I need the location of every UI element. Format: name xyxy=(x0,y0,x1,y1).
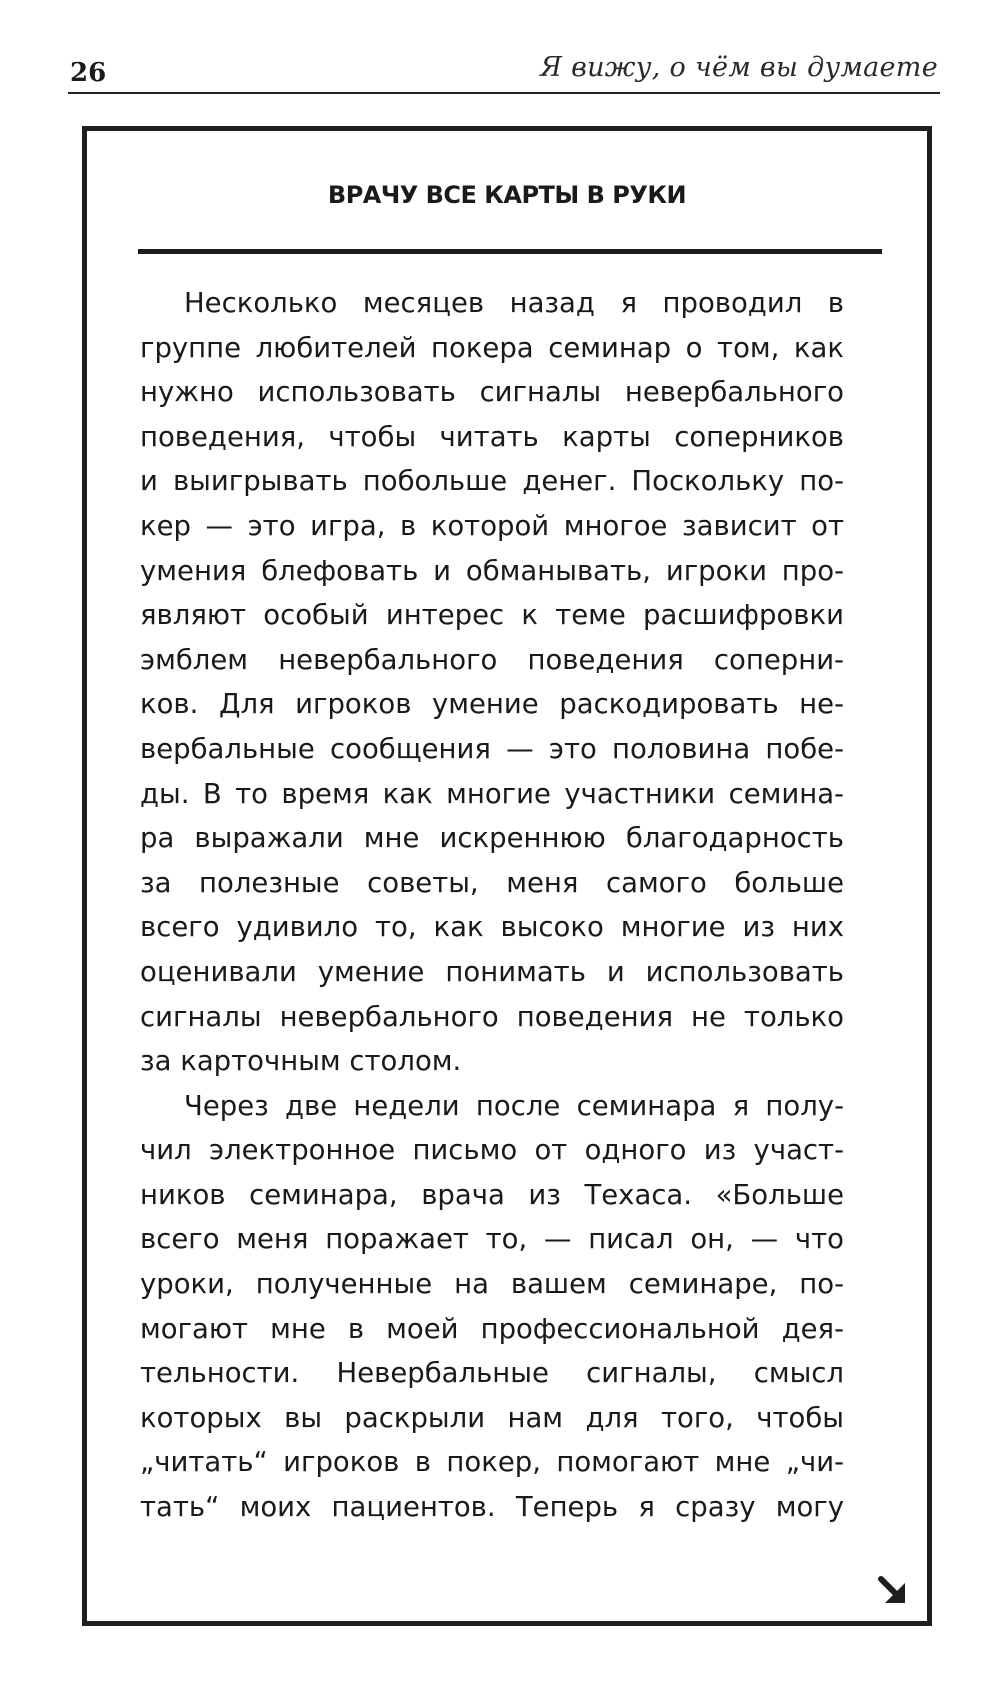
text-line: чил электронное письмо от одного из участ- xyxy=(140,1134,844,1167)
text-line: являют особый интерес к теме расшифровки xyxy=(140,599,844,632)
text-line: тать“ моих пациентов. Теперь я сразу могу xyxy=(140,1491,844,1524)
text-line: сигналы невербального поведения не только xyxy=(140,1000,844,1033)
text-line: Несколько месяцев назад я проводил в xyxy=(184,287,844,319)
text-line: „читать“ игроков в покер, помогают мне „чи- xyxy=(140,1446,844,1479)
text-line: ды. В то время как многие участники семина- xyxy=(140,777,844,810)
text-line: вербальные сообщения — это половина побе- xyxy=(140,732,844,765)
text-line: группе любителей покера семинар о том, как xyxy=(140,331,844,364)
section-title: ВРАЧУ ВСЕ КАРТЫ В РУКИ xyxy=(327,181,687,209)
text-line: которых вы раскрыли нам для того, чтобы xyxy=(140,1401,844,1434)
text-line: за карточным столом. xyxy=(140,1045,462,1078)
text-line: Через две недели после семинара я полу- xyxy=(184,1089,844,1122)
text-line: за полезные советы, меня самого больше xyxy=(140,866,844,899)
text-line: всего удивило то, как высоко многие из них xyxy=(140,911,844,944)
text-line: эмблем невербального поведения соперни- xyxy=(140,643,844,676)
page-header xyxy=(68,52,940,94)
text-line: ников семинара, врача из Техаса. «Больше xyxy=(140,1178,844,1211)
text-line: оценивали умение понимать и использовать xyxy=(140,955,844,988)
text-line: всего меня поражает то, — писал он, — что xyxy=(140,1223,844,1256)
arrow-down-right-icon xyxy=(875,1571,915,1611)
page-number: 26 xyxy=(70,58,107,88)
text-line: ра выражали мне искреннюю благодарность xyxy=(140,822,844,855)
sidebar-body xyxy=(140,281,844,1530)
text-line: умения блефовать и обманывать, игроки про- xyxy=(140,554,844,587)
running-title: Я вижу, о чём вы думаете xyxy=(540,52,938,83)
sidebar-box xyxy=(82,126,932,1626)
text-line: ков. Для игроков умение раскодировать не- xyxy=(140,688,844,721)
title-divider xyxy=(138,249,882,254)
text-line: нужно использовать сигналы невербального xyxy=(140,376,844,409)
text-line: тельности. Невербальные сигналы, смысл xyxy=(140,1357,844,1390)
text-line: могают мне в моей профессиональной дея- xyxy=(140,1312,844,1345)
text-line: поведения, чтобы читать карты соперников xyxy=(140,420,844,453)
text-line: и выигрывать побольше денег. Поскольку по- xyxy=(140,465,844,498)
text-line: кер — это игра, в которой многое зависит от xyxy=(140,509,844,542)
text-line: уроки, полученные на вашем семинаре, по- xyxy=(140,1268,844,1301)
